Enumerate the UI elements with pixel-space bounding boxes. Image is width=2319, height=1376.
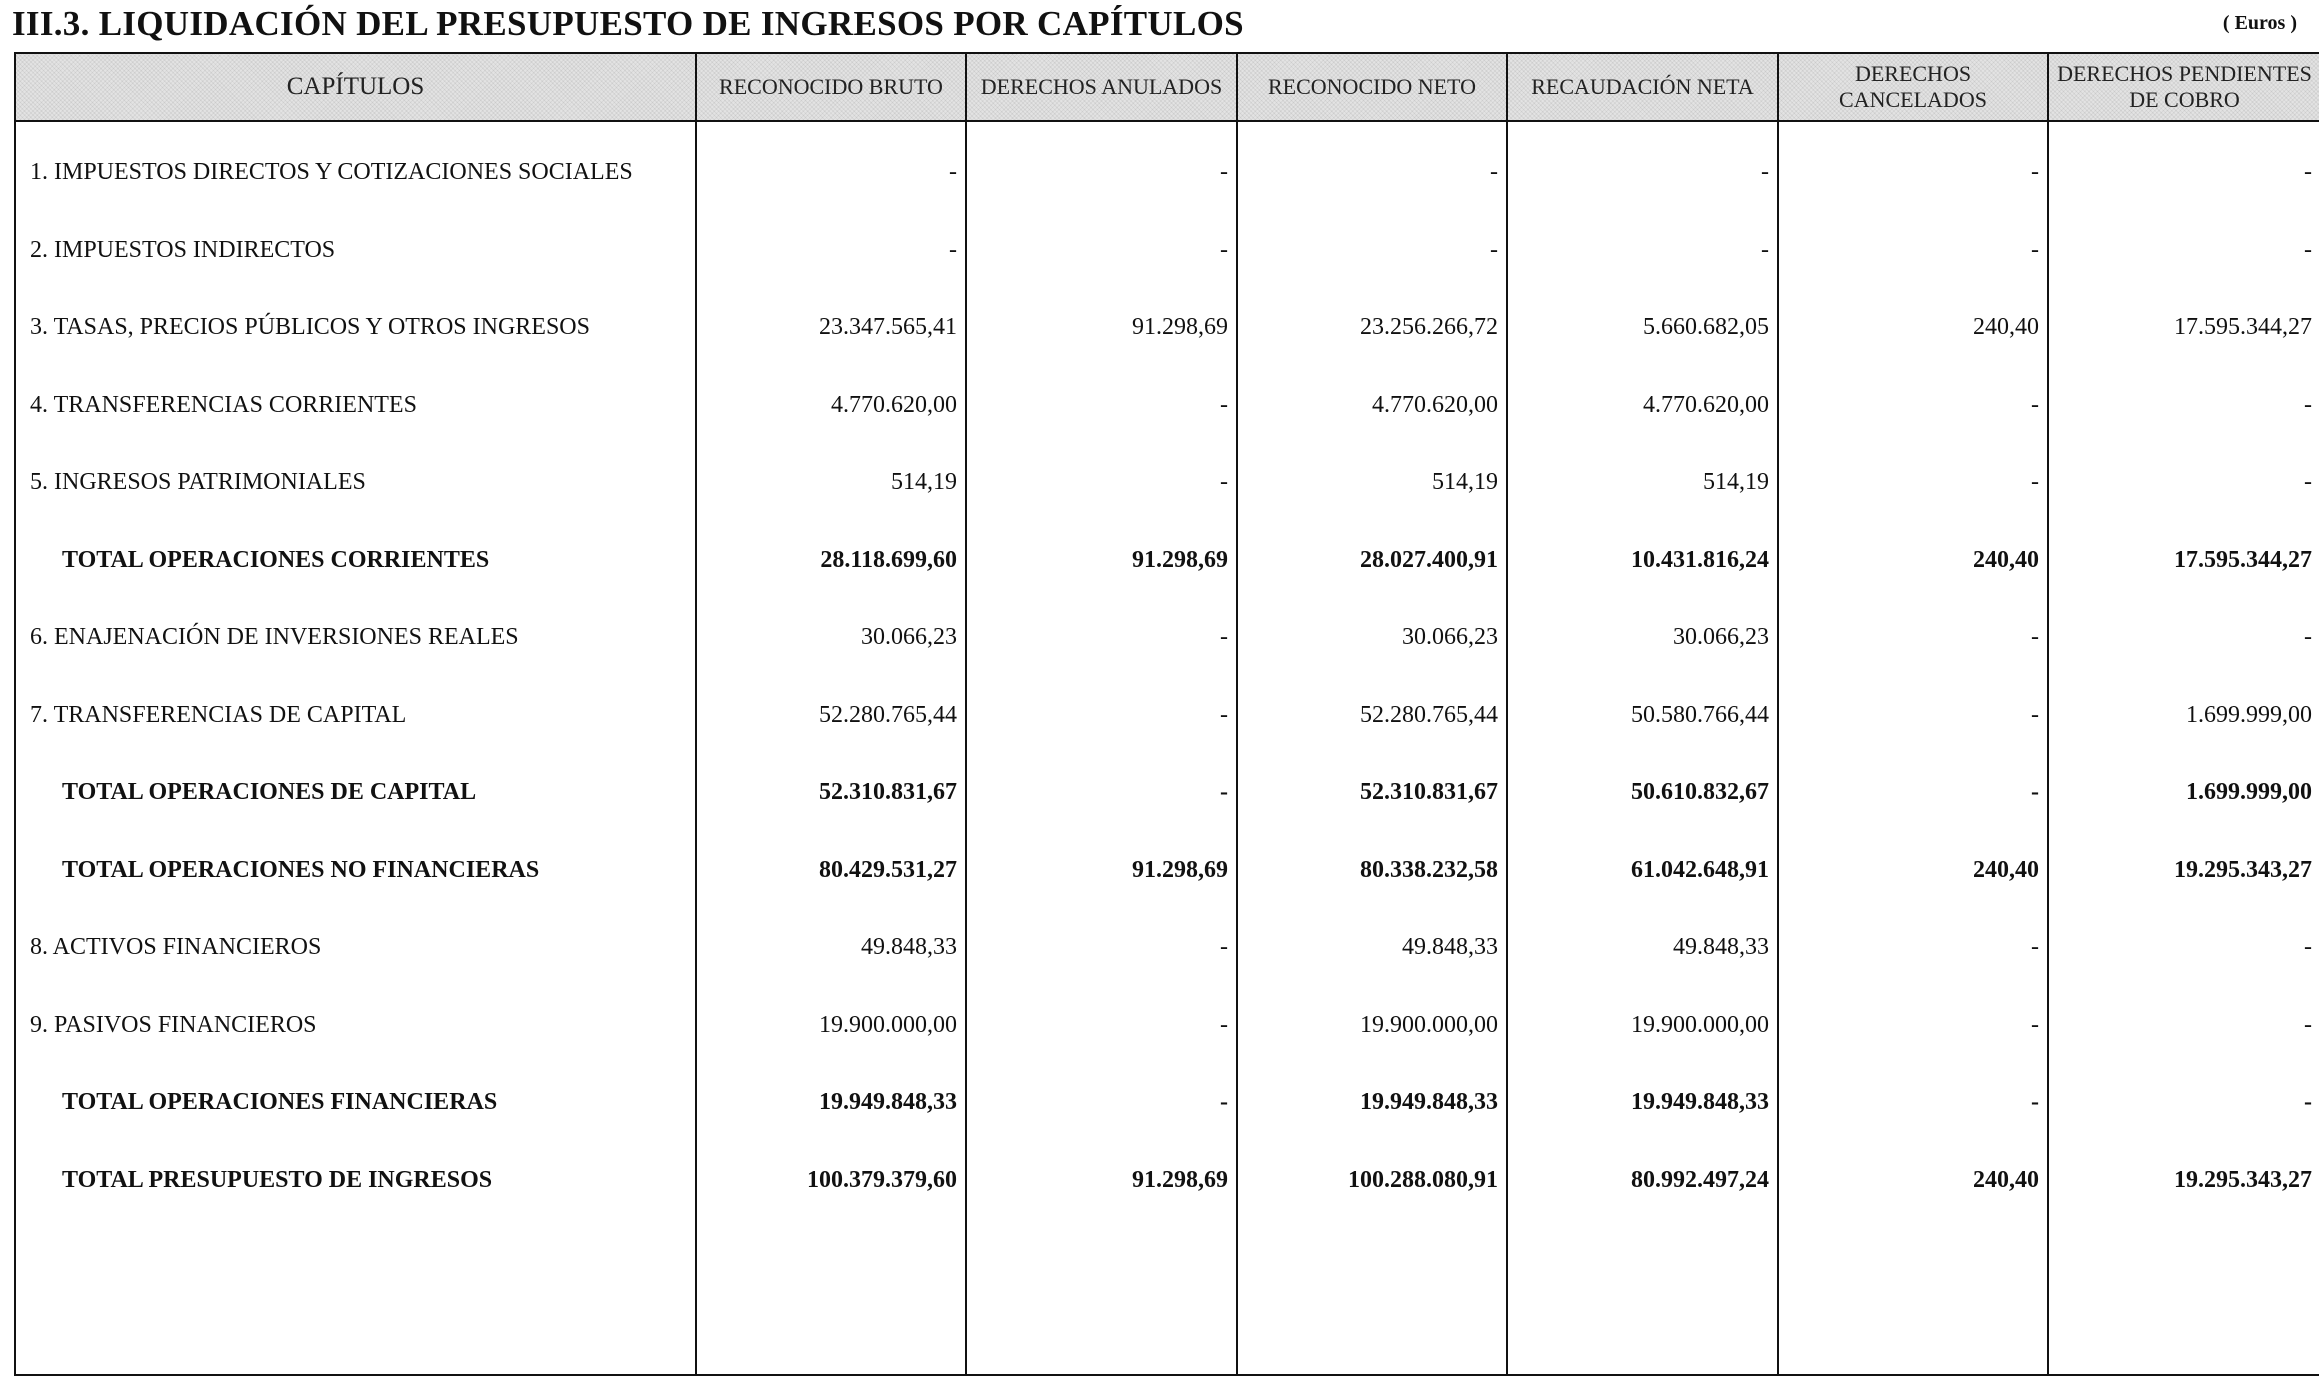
table-body bbox=[15, 121, 2319, 1375]
cell-reconocido-bruto: 514,19 bbox=[696, 444, 966, 522]
cell-reconocido-neto: 49.848,33 bbox=[1237, 909, 1507, 987]
row-label: 2. IMPUESTOS INDIRECTOS bbox=[15, 212, 696, 290]
cell-derechos-pendientes: 19.295.343,27 bbox=[2048, 832, 2319, 910]
cell-derechos-anulados: - bbox=[966, 367, 1237, 445]
cell-derechos-pendientes: - bbox=[2048, 121, 2319, 212]
cell-derechos-pendientes: - bbox=[2048, 444, 2319, 522]
cell-derechos-cancelados: 240,40 bbox=[1778, 1142, 2048, 1220]
cell-derechos-cancelados: - bbox=[1778, 212, 2048, 290]
cell-derechos-cancelados: - bbox=[1778, 754, 2048, 832]
cell-reconocido-neto: 52.280.765,44 bbox=[1237, 677, 1507, 755]
cell-reconocido-neto: 52.310.831,67 bbox=[1237, 754, 1507, 832]
table-row bbox=[15, 289, 2319, 367]
cell-reconocido-bruto: 30.066,23 bbox=[696, 599, 966, 677]
cell-recaudacion-neta: 4.770.620,00 bbox=[1507, 367, 1778, 445]
cell-derechos-anulados: - bbox=[966, 909, 1237, 987]
cell-reconocido-neto: - bbox=[1237, 212, 1507, 290]
cell-reconocido-bruto: 80.429.531,27 bbox=[696, 832, 966, 910]
row-label: 4. TRANSFERENCIAS CORRIENTES bbox=[15, 367, 696, 445]
cell-recaudacion-neta: 10.431.816,24 bbox=[1507, 522, 1778, 600]
empty-filler-row bbox=[15, 1219, 2319, 1375]
empty-cell bbox=[966, 1219, 1237, 1375]
cell-derechos-anulados: - bbox=[966, 987, 1237, 1065]
cell-recaudacion-neta: 5.660.682,05 bbox=[1507, 289, 1778, 367]
header-capitulos: CAPÍTULOS bbox=[15, 53, 696, 121]
cell-reconocido-bruto: 19.900.000,00 bbox=[696, 987, 966, 1065]
row-label: TOTAL OPERACIONES FINANCIERAS bbox=[15, 1064, 696, 1142]
cell-reconocido-neto: 4.770.620,00 bbox=[1237, 367, 1507, 445]
cell-derechos-anulados: - bbox=[966, 444, 1237, 522]
cell-recaudacion-neta: 61.042.648,91 bbox=[1507, 832, 1778, 910]
cell-derechos-cancelados: - bbox=[1778, 599, 2048, 677]
cell-reconocido-neto: 30.066,23 bbox=[1237, 599, 1507, 677]
cell-recaudacion-neta: 50.580.766,44 bbox=[1507, 677, 1778, 755]
table-row bbox=[15, 444, 2319, 522]
cell-reconocido-neto: - bbox=[1237, 121, 1507, 212]
cell-derechos-pendientes: - bbox=[2048, 367, 2319, 445]
table-row bbox=[15, 677, 2319, 755]
empty-cell bbox=[1507, 1219, 1778, 1375]
row-label: TOTAL OPERACIONES DE CAPITAL bbox=[15, 754, 696, 832]
cell-reconocido-neto: 23.256.266,72 bbox=[1237, 289, 1507, 367]
cell-derechos-cancelados: - bbox=[1778, 444, 2048, 522]
row-label: TOTAL OPERACIONES CORRIENTES bbox=[15, 522, 696, 600]
cell-derechos-cancelados: 240,40 bbox=[1778, 522, 2048, 600]
cell-reconocido-bruto: 4.770.620,00 bbox=[696, 367, 966, 445]
cell-derechos-anulados: 91.298,69 bbox=[966, 522, 1237, 600]
header-derechos-anulados: DERECHOS ANULADOS bbox=[966, 53, 1237, 121]
total-row bbox=[15, 754, 2319, 832]
budget-income-table bbox=[14, 52, 2319, 1376]
cell-derechos-anulados: - bbox=[966, 599, 1237, 677]
cell-reconocido-bruto: - bbox=[696, 212, 966, 290]
table-row bbox=[15, 121, 2319, 212]
cell-reconocido-neto: 100.288.080,91 bbox=[1237, 1142, 1507, 1220]
cell-derechos-cancelados: - bbox=[1778, 909, 2048, 987]
cell-derechos-pendientes: - bbox=[2048, 1064, 2319, 1142]
cell-derechos-cancelados: - bbox=[1778, 121, 2048, 212]
table-row bbox=[15, 909, 2319, 987]
header-row bbox=[15, 53, 2319, 121]
cell-recaudacion-neta: 80.992.497,24 bbox=[1507, 1142, 1778, 1220]
row-label: TOTAL OPERACIONES NO FINANCIERAS bbox=[15, 832, 696, 910]
row-label: TOTAL PRESUPUESTO DE INGRESOS bbox=[15, 1142, 696, 1220]
cell-derechos-pendientes: 19.295.343,27 bbox=[2048, 1142, 2319, 1220]
cell-reconocido-neto: 28.027.400,91 bbox=[1237, 522, 1507, 600]
table-row bbox=[15, 987, 2319, 1065]
cell-recaudacion-neta: 50.610.832,67 bbox=[1507, 754, 1778, 832]
cell-reconocido-neto: 19.949.848,33 bbox=[1237, 1064, 1507, 1142]
cell-reconocido-bruto: 100.379.379,60 bbox=[696, 1142, 966, 1220]
row-label: 5. INGRESOS PATRIMONIALES bbox=[15, 444, 696, 522]
units-label: ( Euros ) bbox=[2222, 12, 2297, 34]
total-row bbox=[15, 522, 2319, 600]
cell-recaudacion-neta: 30.066,23 bbox=[1507, 599, 1778, 677]
row-label: 6. ENAJENACIÓN DE INVERSIONES REALES bbox=[15, 599, 696, 677]
cell-derechos-cancelados: 240,40 bbox=[1778, 832, 2048, 910]
total-row bbox=[15, 832, 2319, 910]
cell-derechos-cancelados: - bbox=[1778, 677, 2048, 755]
cell-recaudacion-neta: - bbox=[1507, 212, 1778, 290]
cell-derechos-anulados: - bbox=[966, 1064, 1237, 1142]
cell-derechos-anulados: 91.298,69 bbox=[966, 832, 1237, 910]
cell-derechos-pendientes: - bbox=[2048, 599, 2319, 677]
table-row bbox=[15, 599, 2319, 677]
cell-recaudacion-neta: 19.900.000,00 bbox=[1507, 987, 1778, 1065]
cell-derechos-anulados: 91.298,69 bbox=[966, 1142, 1237, 1220]
row-label: 8. ACTIVOS FINANCIEROS bbox=[15, 909, 696, 987]
row-label: 1. IMPUESTOS DIRECTOS Y COTIZACIONES SOCIALES bbox=[15, 121, 696, 212]
empty-cell bbox=[15, 1219, 696, 1375]
cell-derechos-pendientes: 17.595.344,27 bbox=[2048, 289, 2319, 367]
total-row bbox=[15, 1142, 2319, 1220]
cell-derechos-cancelados: - bbox=[1778, 1064, 2048, 1142]
cell-derechos-pendientes: 1.699.999,00 bbox=[2048, 754, 2319, 832]
empty-cell bbox=[2048, 1219, 2319, 1375]
cell-reconocido-bruto: - bbox=[696, 121, 966, 212]
cell-derechos-anulados: - bbox=[966, 677, 1237, 755]
empty-cell bbox=[1778, 1219, 2048, 1375]
empty-cell bbox=[696, 1219, 966, 1375]
cell-derechos-cancelados: - bbox=[1778, 987, 2048, 1065]
cell-reconocido-bruto: 23.347.565,41 bbox=[696, 289, 966, 367]
header-recaudacion-neta: RECAUDACIÓN NETA bbox=[1507, 53, 1778, 121]
row-label: 3. TASAS, PRECIOS PÚBLICOS Y OTROS INGRESOS bbox=[15, 289, 696, 367]
cell-derechos-pendientes: 1.699.999,00 bbox=[2048, 677, 2319, 755]
table-row bbox=[15, 212, 2319, 290]
row-label: 7. TRANSFERENCIAS DE CAPITAL bbox=[15, 677, 696, 755]
cell-recaudacion-neta: - bbox=[1507, 121, 1778, 212]
cell-derechos-anulados: - bbox=[966, 754, 1237, 832]
empty-cell bbox=[1237, 1219, 1507, 1375]
cell-derechos-cancelados: - bbox=[1778, 367, 2048, 445]
cell-reconocido-bruto: 49.848,33 bbox=[696, 909, 966, 987]
header-reconocido-bruto: RECONOCIDO BRUTO bbox=[696, 53, 966, 121]
cell-recaudacion-neta: 19.949.848,33 bbox=[1507, 1064, 1778, 1142]
page-title: III.3. LIQUIDACIÓN DEL PRESUPUESTO DE INGRESOS POR CAPÍTULOS bbox=[12, 4, 1244, 43]
cell-derechos-pendientes: 17.595.344,27 bbox=[2048, 522, 2319, 600]
cell-reconocido-bruto: 52.310.831,67 bbox=[696, 754, 966, 832]
cell-reconocido-bruto: 28.118.699,60 bbox=[696, 522, 966, 600]
row-label: 9. PASIVOS FINANCIEROS bbox=[15, 987, 696, 1065]
cell-derechos-anulados: 91.298,69 bbox=[966, 289, 1237, 367]
total-row bbox=[15, 1064, 2319, 1142]
cell-derechos-pendientes: - bbox=[2048, 987, 2319, 1065]
table-row bbox=[15, 367, 2319, 445]
header-reconocido-neto: RECONOCIDO NETO bbox=[1237, 53, 1507, 121]
cell-recaudacion-neta: 49.848,33 bbox=[1507, 909, 1778, 987]
cell-derechos-pendientes: - bbox=[2048, 909, 2319, 987]
cell-reconocido-bruto: 19.949.848,33 bbox=[696, 1064, 966, 1142]
cell-reconocido-bruto: 52.280.765,44 bbox=[696, 677, 966, 755]
header-derechos-cancelados: DERECHOS CANCELADOS bbox=[1778, 53, 2048, 121]
cell-derechos-pendientes: - bbox=[2048, 212, 2319, 290]
cell-reconocido-neto: 514,19 bbox=[1237, 444, 1507, 522]
cell-recaudacion-neta: 514,19 bbox=[1507, 444, 1778, 522]
header-derechos-pendientes: DERECHOS PENDIENTES DE COBRO bbox=[2048, 53, 2319, 121]
cell-reconocido-neto: 19.900.000,00 bbox=[1237, 987, 1507, 1065]
cell-derechos-cancelados: 240,40 bbox=[1778, 289, 2048, 367]
cell-derechos-anulados: - bbox=[966, 121, 1237, 212]
cell-derechos-anulados: - bbox=[966, 212, 1237, 290]
cell-reconocido-neto: 80.338.232,58 bbox=[1237, 832, 1507, 910]
